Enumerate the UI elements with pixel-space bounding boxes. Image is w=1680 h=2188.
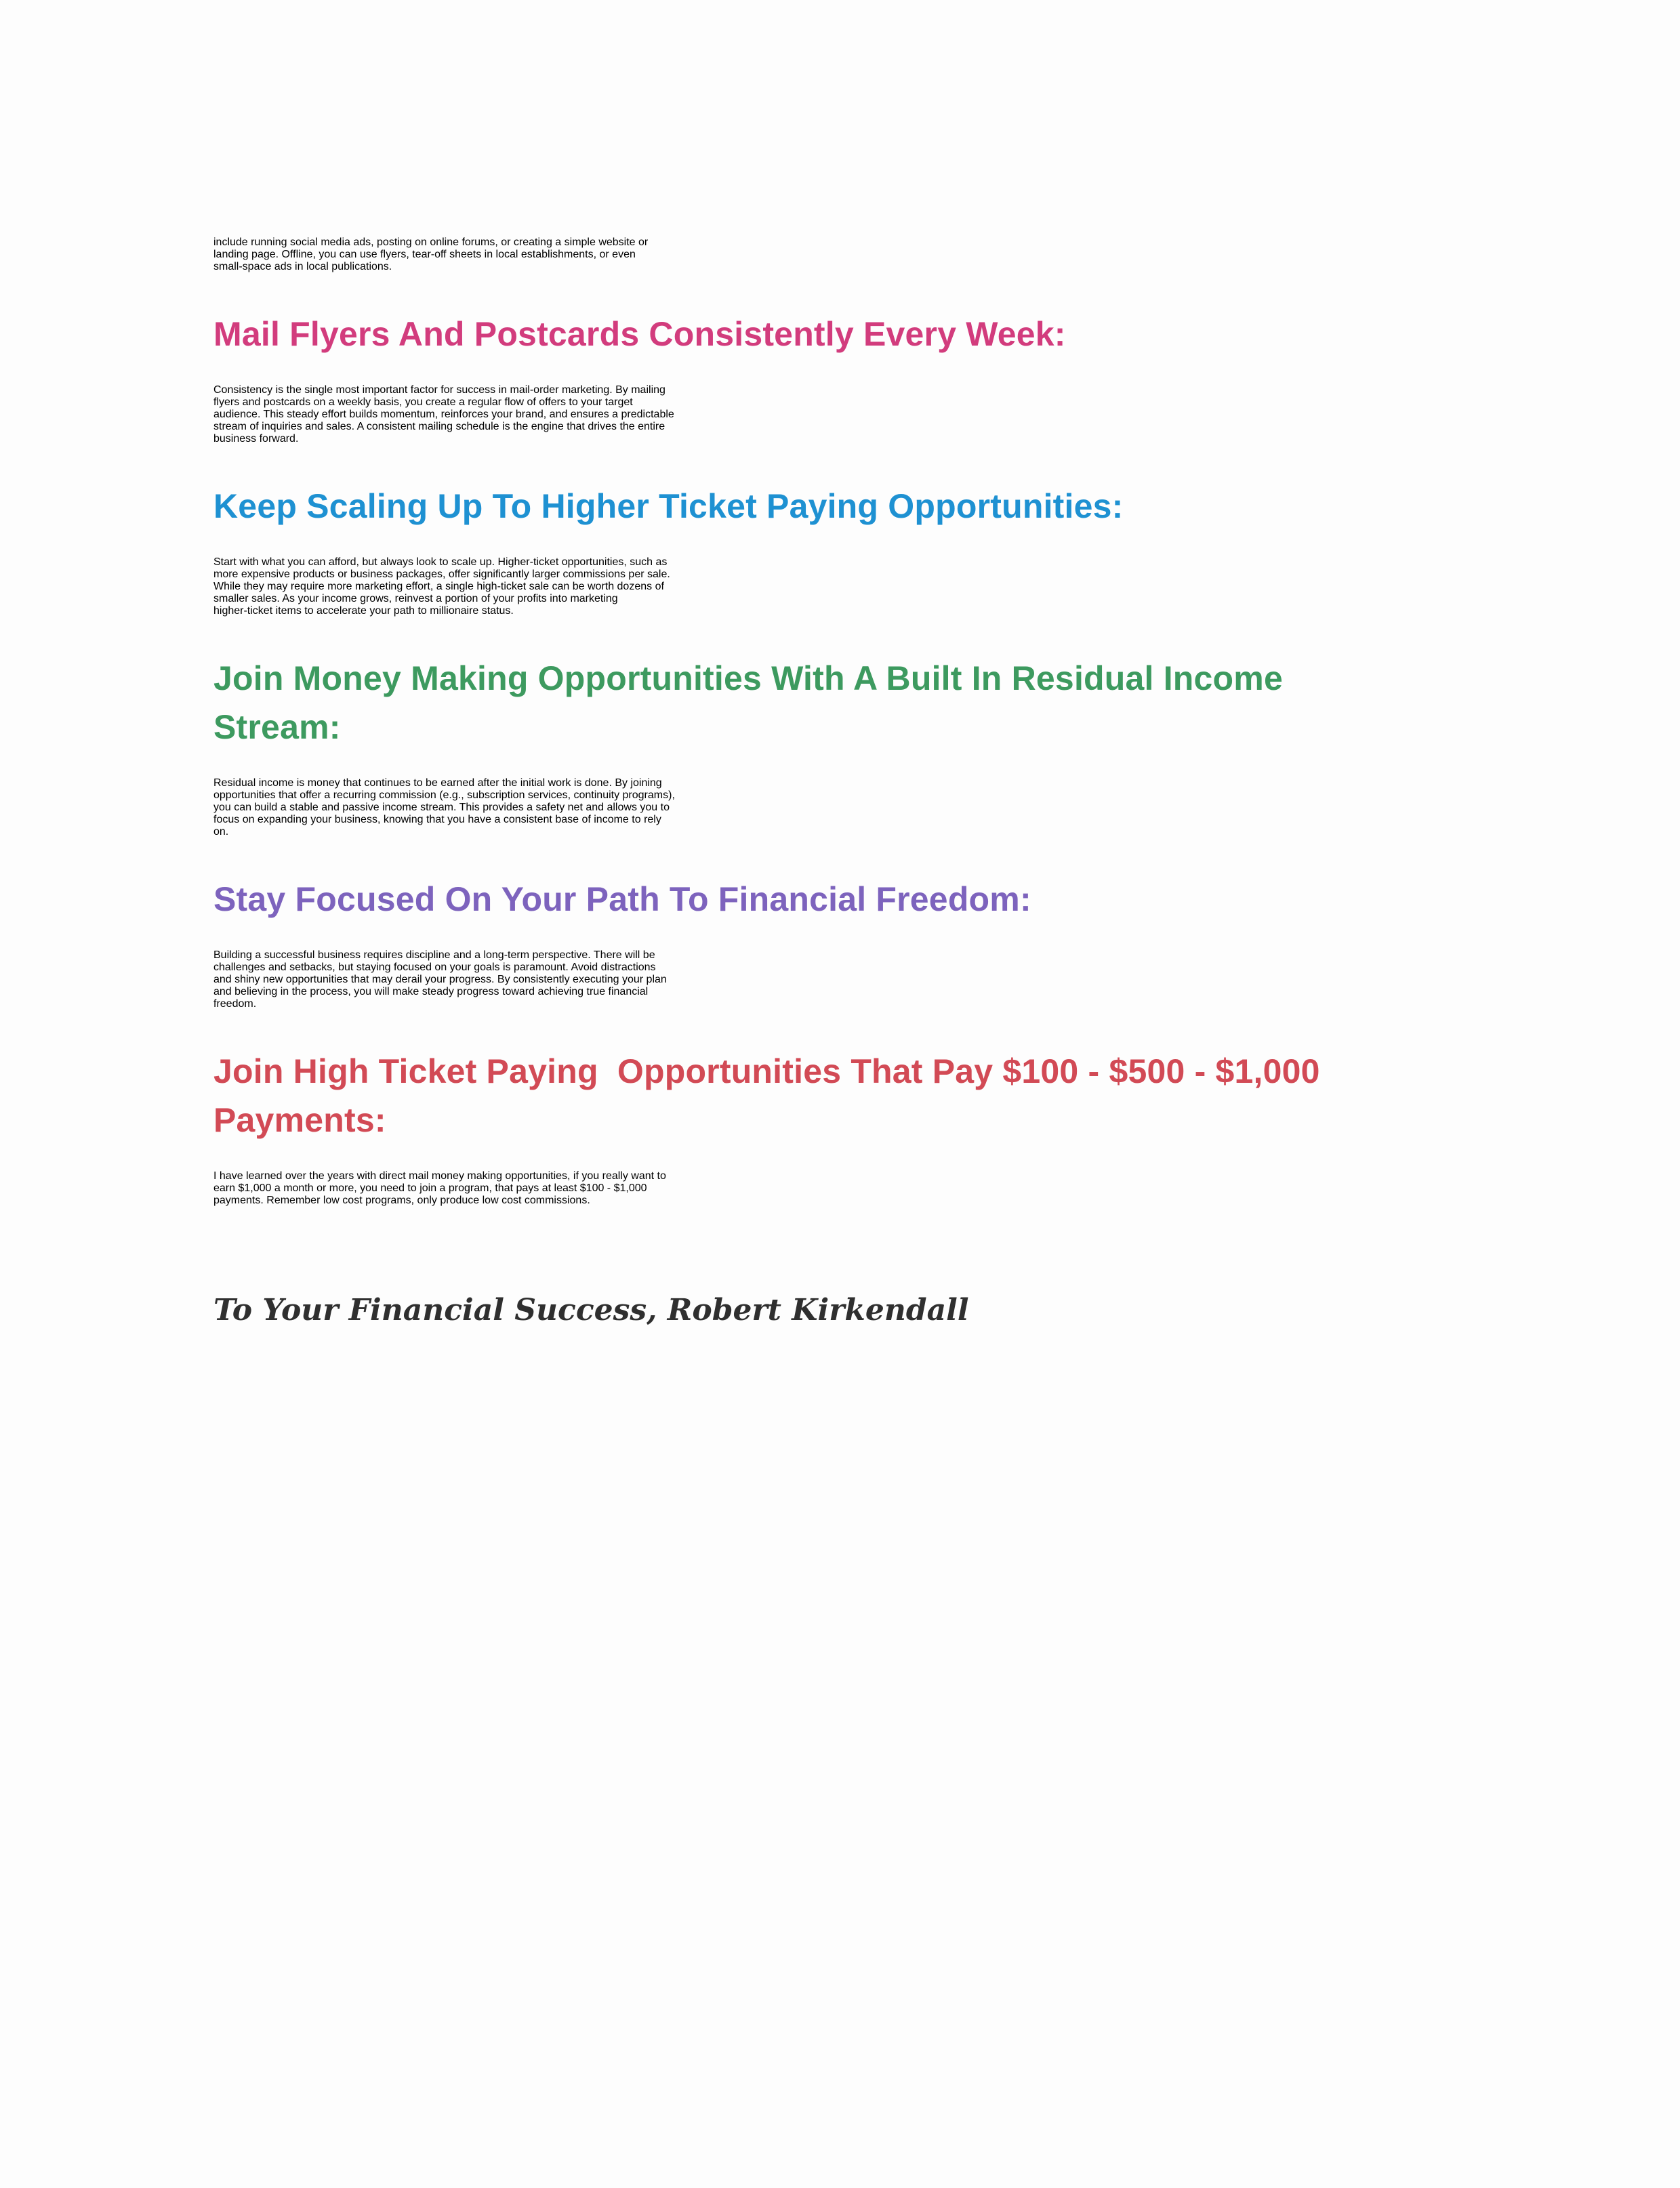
text-line: freedom. [213, 998, 257, 1010]
text-line: I have learned over the years with direct mail money making opportunities, if you really want to [213, 1170, 666, 1182]
text-line: focus on expanding your business, knowing that you have a consistent base of income to rely [213, 814, 661, 825]
text-line: Start with what you can afford, but always look to scale up. Higher-ticket opportunities, such as [213, 556, 668, 568]
heading-line: Stream: [213, 708, 341, 746]
text-line: include running social media ads, posting on online forums, or creating a simple website or [213, 236, 649, 248]
text-line: and believing in the process, you will make steady progress toward achieving true financial [213, 986, 649, 997]
signature-line: To Your Financial Success, Robert Kirkendall [213, 1293, 969, 1327]
heading-line: Join Money Making Opportunities With A Built In Residual Income [213, 659, 1283, 697]
text-line: higher-ticket items to accelerate your path to millionaire status. [213, 605, 514, 617]
text-line: more expensive products or business packages, offer significantly larger commissions per sale. [213, 569, 670, 580]
heading-line: Payments: [213, 1101, 386, 1139]
document-content [213, 236, 1565, 1329]
text-line: Residual income is money that continues to be earned after the initial work is done. By joining [213, 777, 662, 789]
text-line: While they may require more marketing effort, a single high-ticket sale can be worth dozens of [213, 581, 664, 592]
text-line: Consistency is the single most important factor for success in mail-order marketing. By mailing [213, 384, 665, 396]
text-line: Building a successful business requires discipline and a long-term perspective. There will be [213, 949, 655, 961]
heading-residual-income [213, 654, 1565, 751]
heading-keep-scaling [213, 482, 1565, 531]
heading-line: Stay Focused On Your Path To Financial Freedom: [213, 880, 1031, 918]
text-line: earn $1,000 a month or more, you need to join a program, that pays at least $100 - $1,000 [213, 1182, 647, 1194]
text-line: challenges and setbacks, but staying focused on your goals is paramount. Avoid distractions [213, 962, 656, 973]
text-line: and shiny new opportunities that may derail your progress. By consistently executing your plan [213, 974, 667, 985]
heading-line: Mail Flyers And Postcards Consistently Every Week: [213, 315, 1066, 353]
text-line: business forward. [213, 433, 299, 445]
heading-high-ticket [213, 1047, 1565, 1144]
text-line: you can build a stable and passive income stream. This provides a safety net and allows you to [213, 802, 670, 813]
text-line: smaller sales. As your income grows, reinvest a portion of your profits into marketing [213, 593, 618, 604]
text-line: flyers and postcards on a weekly basis, you create a regular flow of offers to your target [213, 396, 633, 408]
text-line: stream of inquiries and sales. A consistent mailing schedule is the engine that drives the entire [213, 421, 665, 432]
text-line: audience. This steady effort builds momentum, reinforces your brand, and ensures a predictable [213, 409, 674, 420]
text-line: on. [213, 826, 229, 838]
text-line: landing page. Offline, you can use flyers, tear-off sheets in local establishments, or even [213, 249, 636, 260]
text-line: small-space ads in local publications. [213, 261, 392, 272]
heading-line: Keep Scaling Up To Higher Ticket Paying Opportunities: [213, 487, 1124, 525]
heading-mail-flyers [213, 310, 1565, 358]
text-line: payments. Remember low cost programs, only produce low cost commissions. [213, 1195, 590, 1206]
heading-stay-focused [213, 875, 1565, 924]
text-line: opportunities that offer a recurring commission (e.g., subscription services, continuity programs), [213, 789, 675, 801]
heading-line: Join High Ticket Paying Opportunities That Pay $100 - $500 - $1,000 [213, 1052, 1320, 1090]
